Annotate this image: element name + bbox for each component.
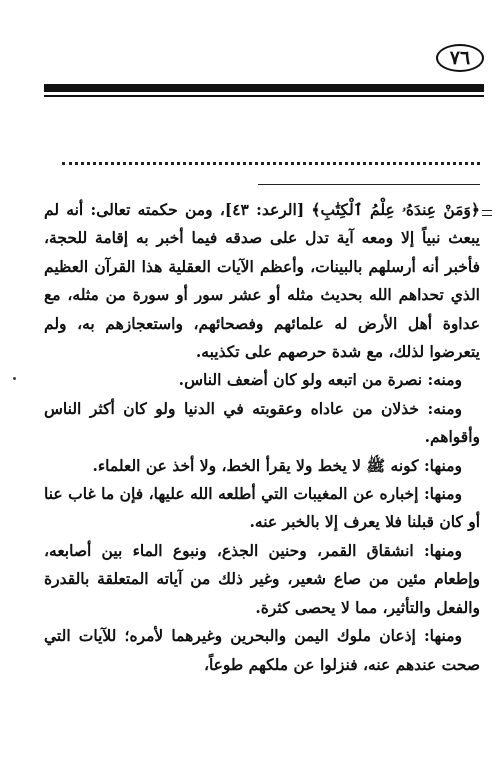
paragraph-kings: ومنها: إذعان ملوك اليمن والبحرين وغيرهما لأمره؛ للآيات التي صحت عندهم عنه، فنزلوا عن ملكهم طوعاً، [44, 626, 480, 674]
paragraph-unlettered: ومنها: كونه ﷺ لا يخط ولا يقرأ الخط، ولا أخذ عن العلماء. [92, 455, 462, 475]
header-rule-thick [44, 84, 484, 92]
page-number-text: ٧٦ [449, 46, 471, 69]
page-number [436, 44, 484, 72]
body-text [44, 196, 480, 679]
margin-dot [13, 377, 16, 380]
paragraph-unseen: ومنها: إخباره عن المغيبات التي أطلعه الله عليها، فإن ما غاب عنا أو كان قبلنا فلا يعرف إلا بالخبر عنه. [44, 484, 480, 532]
paragraph-victory: ومنه: نصرة من اتبعه ولو كان أضعف الناس. [178, 370, 462, 390]
dotted-separator [62, 150, 480, 165]
margin-mark [482, 210, 492, 216]
paragraph-intro: ﴿وَمَنْ عِندَهُۥ عِلْمُ ٱلْكِتَٰبِ﴾ [الرعد: ٤٣]، ومن حكمته تعالى: أنه لم يبعث نبياً إلا ومعه آية تدل على صدقه فيما أخبر به إقامة للحجة، فأخبر أنه أرسلهم بالبينات، وأعظم الآيات العقلية هذا القرآن العظيم الذي تحداهم الله بحديث مثله أو عشر سور أو سورة من مثله، مع عداوة أهل الأرض له علمائهم وفصحائهم، واستعجازهم به، ولم يتعرضوا لذلك، مع شدة حرصهم على تكذيبه. [44, 200, 480, 362]
header-rule-thin [44, 95, 484, 97]
paragraph-forsaking: ومنه: خذلان من عاداه وعقوبته في الدنيا ولو كان أكثر الناس وأقواهم. [44, 398, 480, 447]
paragraph-miracles: ومنها: انشقاق القمر، وحنين الجذع، ونبوع الماء بين أصابعه، وإطعام مئين من صاع شعير، وغير ذلك من آياته المتعلقة بالقدرة والفعل والتأثير، مما لا يحصى كثرة. [44, 540, 480, 617]
section-rule [258, 184, 480, 185]
